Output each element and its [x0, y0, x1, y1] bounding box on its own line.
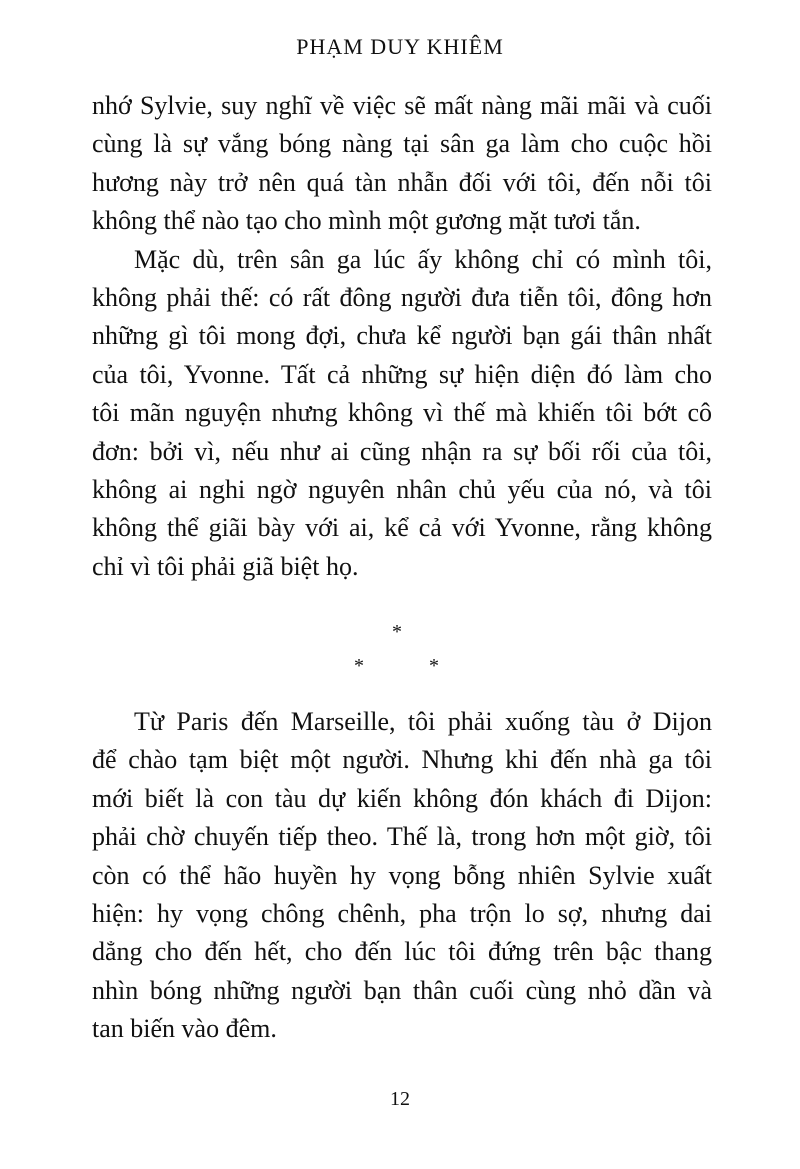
paragraph-1 — [92, 87, 712, 241]
separator-asterisk: * — [354, 655, 364, 677]
text-line: còn có thể hão huyền hy vọng bỗng nhiên Sylvie xuất — [92, 860, 712, 890]
text-line: chỉ vì tôi phải giã biệt họ. — [92, 551, 359, 581]
text-line: dẳng cho đến hết, cho đến lúc tôi đứng trên bậc thang — [92, 937, 712, 967]
text-line: đơn: bởi vì, nếu như ai cũng nhận ra sự bối rối của tôi, — [92, 436, 712, 466]
text-line: Mặc dù, trên sân ga lúc ấy không chỉ có mình tôi, — [134, 244, 712, 274]
paragraph-3 — [92, 703, 712, 1049]
separator-asterisk: * — [429, 655, 439, 677]
text-line: không ai nghi ngờ nguyên nhân chủ yếu của nó, và tôi — [92, 475, 712, 505]
text-line: những gì tôi mong đợi, chưa kể người bạn gái thân nhất — [92, 321, 712, 351]
text-line: hương này trở nên quá tàn nhẫn đối với tôi, đến nỗi tôi — [92, 167, 712, 197]
text-line: phải chờ chuyến tiếp theo. Thế là, trong hơn một giờ, tôi — [92, 822, 712, 852]
text-line: nhìn bóng những người bạn thân cuối cùng nhỏ dần và — [92, 975, 712, 1005]
text-line: nhớ Sylvie, suy nghĩ về việc sẽ mất nàng mãi mãi và cuối — [92, 91, 712, 120]
separator-asterisk: * — [392, 621, 402, 643]
text-line: cùng là sự vắng bóng nàng tại sân ga làm cho cuộc hồi — [92, 129, 712, 159]
paragraph-2 — [92, 241, 712, 587]
text-block-top — [92, 87, 712, 586]
text-line: không thể giãi bày với ai, kể cả với Yvonne, rằng không — [92, 513, 712, 543]
text-line: hiện: hy vọng chông chênh, pha trộn lo sợ, nhưng dai — [92, 899, 712, 929]
page-number: 12 — [390, 1088, 410, 1110]
text-line: của tôi, Yvonne. Tất cả những sự hiện diện đó làm cho — [92, 359, 712, 389]
text-line: không thể nào tạo cho mình một gương mặt tươi tắn. — [92, 206, 641, 236]
text-line: Từ Paris đến Marseille, tôi phải xuống tàu ở Dijon — [134, 707, 712, 736]
text-block-bottom — [92, 703, 712, 1049]
text-line: mới biết là con tàu dự kiến không đón khách đi Dijon: — [92, 783, 712, 813]
text-line: không phải thế: có rất đông người đưa tiễn tôi, đông hơn — [92, 283, 712, 313]
running-header: PHẠM DUY KHIÊM — [296, 34, 504, 59]
text-line: tôi mãn nguyện nhưng không vì thế mà khiến tôi bớt cô — [92, 398, 712, 428]
text-line: để chào tạm biệt một người. Nhưng khi đến nhà ga tôi — [92, 745, 712, 775]
text-line: tan biến vào đêm. — [92, 1014, 277, 1044]
